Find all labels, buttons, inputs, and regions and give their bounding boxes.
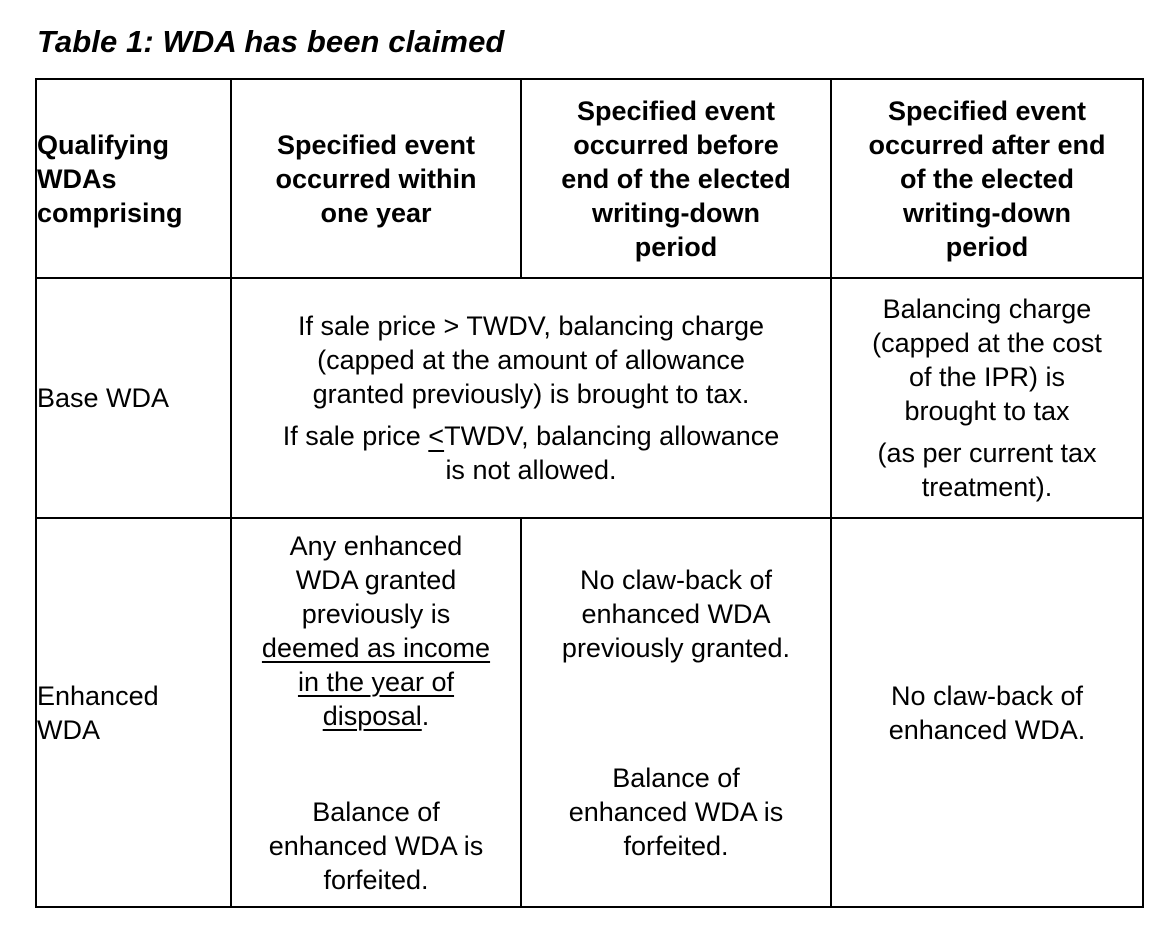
header-text-line: Qualifying <box>37 129 170 160</box>
text-line: previously is <box>301 598 451 629</box>
text-line: (capped at the cost <box>872 328 1102 358</box>
text-line: previously granted. <box>561 632 791 663</box>
header-before-end-of-period <box>521 79 831 278</box>
text-line: brought to tax <box>904 396 1070 426</box>
text-line: No claw-back of <box>579 564 773 595</box>
header-within-one-year <box>231 79 521 278</box>
text-fragment: If sale price <box>282 421 429 451</box>
enhanced-wda-after-end-cell <box>831 518 1143 907</box>
text-line: Balancing charge <box>882 294 1092 324</box>
base-wda-after-paragraph <box>832 292 1142 428</box>
underlined-text: in the year of <box>297 666 455 697</box>
table-title: Table 1: WDA has been claimed <box>37 24 505 59</box>
text-line: granted previously) is brought to tax. <box>312 379 750 409</box>
text-line <box>232 631 520 665</box>
text-line: No claw-back of <box>890 680 1084 711</box>
wda-table <box>35 78 1144 908</box>
header-text-line: occurred after end <box>868 129 1106 160</box>
underlined-text: deemed as income <box>261 632 491 663</box>
text-fragment: TWDV, balancing allowance <box>444 421 780 451</box>
text-line: WDA granted <box>295 564 457 595</box>
header-text-line: one year <box>320 197 432 228</box>
underlined-text: disposal <box>322 700 422 731</box>
header-text-line: period <box>945 231 1029 262</box>
enhanced-wda-deemed-income-paragraph <box>232 529 520 733</box>
enhanced-wda-before-forfeited-paragraph <box>522 761 830 863</box>
text-line: forfeited. <box>623 830 729 861</box>
header-text-line: of the elected <box>899 163 1075 194</box>
text-line: enhanced WDA <box>581 598 771 629</box>
text-line <box>232 699 520 733</box>
base-wda-after-note <box>832 436 1142 504</box>
text-line: enhanced WDA is <box>268 830 484 861</box>
header-text-line: writing-down <box>592 197 760 228</box>
header-text-line: occurred within <box>275 163 477 194</box>
text-line: enhanced WDA. <box>888 714 1086 745</box>
text-line: of the IPR) is <box>908 362 1066 392</box>
header-text-line: Specified event <box>276 129 476 160</box>
enhanced-wda-within-one-year-cell <box>231 518 521 907</box>
text-line: WDA <box>37 714 100 745</box>
header-text-line: Specified event <box>576 95 776 126</box>
header-text-line: comprising <box>37 197 183 228</box>
text-line: Balance of <box>312 796 440 827</box>
base-wda-label: Base WDA <box>36 278 231 518</box>
base-wda-allowance-paragraph <box>232 419 830 487</box>
text-line: Balance of <box>612 762 740 793</box>
text-line: is not allowed. <box>445 455 617 485</box>
base-wda-charge-paragraph <box>232 309 830 411</box>
text-fragment: . <box>421 700 430 731</box>
text-line: (capped at the amount of allowance <box>317 345 745 375</box>
header-qualifying-wdas <box>36 79 231 278</box>
less-or-equal-symbol: < <box>428 421 445 451</box>
text-line <box>232 665 520 699</box>
enhanced-wda-forfeited-paragraph <box>232 795 520 897</box>
header-row <box>36 79 1143 278</box>
header-text-line: Specified event <box>887 95 1087 126</box>
base-wda-row <box>36 278 1143 518</box>
text-line: treatment). <box>921 472 1053 502</box>
header-text-line: period <box>634 231 718 262</box>
enhanced-wda-label <box>36 518 231 907</box>
header-text-line: occurred before <box>573 129 779 160</box>
text-line: (as per current tax <box>877 438 1097 468</box>
text-line: forfeited. <box>323 864 429 895</box>
header-text-line: end of the elected <box>561 163 791 194</box>
header-after-end-of-period <box>831 79 1143 278</box>
text-line: If sale price > TWDV, balancing charge <box>297 311 764 341</box>
enhanced-wda-row <box>36 518 1143 907</box>
header-text-line: writing-down <box>903 197 1071 228</box>
enhanced-wda-no-clawback-paragraph <box>522 563 830 665</box>
text-line: enhanced WDA is <box>568 796 784 827</box>
text-line: Any enhanced <box>289 530 463 561</box>
text-line <box>232 419 830 453</box>
base-wda-after-end-cell <box>831 278 1143 518</box>
enhanced-wda-before-end-cell <box>521 518 831 907</box>
base-wda-merged-cell <box>231 278 831 518</box>
text-line: Enhanced <box>37 680 159 711</box>
header-text-line: WDAs <box>37 163 117 194</box>
